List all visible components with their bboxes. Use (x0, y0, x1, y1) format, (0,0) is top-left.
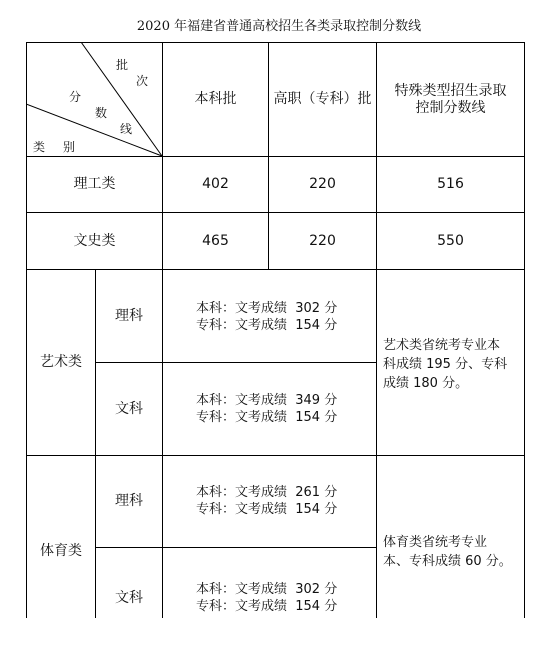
page-title: 2020 年福建省普通高校招生各类录取控制分数线 (136, 19, 422, 34)
art-note (383, 336, 523, 393)
corner-label-bie: 别 (63, 140, 76, 154)
wenshi-special-score: 550 (437, 232, 464, 249)
art-wenke-label: 文科 (115, 400, 143, 417)
wenshi-gaozhi-score: 220 (309, 232, 336, 249)
sport-wenke-line1: 本科：文考成绩 302 分 (196, 582, 338, 597)
sport-note-line1: 体育类省统考专业 (383, 535, 488, 550)
art-like-scores (196, 300, 337, 334)
table-border-right (524, 42, 525, 618)
corner-label-fen: 分 (69, 90, 82, 104)
ligong-special-score: 516 (437, 176, 464, 192)
header-benke: 本科批 (194, 91, 237, 107)
score-divider (162, 269, 163, 618)
ligong-benke-score: 402 (202, 176, 229, 192)
art-note-line3: 成绩 180 分。 (383, 376, 469, 391)
sport-like-line1: 本科：文考成绩 261 分 (196, 485, 338, 500)
sport-wenke-label: 文科 (115, 589, 143, 606)
sport-like-line2: 专科：文考成绩 154 分 (196, 502, 338, 517)
header-gaozhi: 高职（专科）批 (273, 91, 372, 107)
ligong-gaozhi-score: 220 (309, 176, 336, 192)
art-wenke-line2: 专科：文考成绩 154 分 (196, 410, 338, 425)
sport-note (383, 533, 523, 571)
sport-like-scores (196, 484, 337, 518)
art-note-line2: 科成绩 195 分、专科 (383, 357, 508, 372)
row-label-sport: 体育类 (40, 542, 82, 559)
corner-label-ci: 次 (136, 74, 149, 88)
art-like-label: 理科 (115, 307, 143, 324)
sport-note-line2: 本、专科成绩 60 分。 (383, 554, 512, 569)
row-label-art: 艺术类 (40, 354, 82, 370)
wenshi-benke-score: 465 (202, 232, 229, 249)
row-label-wenshi: 文史类 (73, 232, 116, 249)
art-note-line1: 艺术类省统考专业本 (383, 338, 501, 353)
corner-diagonals (26, 42, 163, 157)
header-special-line1: 特殊类型招生录取 (394, 82, 507, 99)
corner-label-shu: 数 (95, 106, 108, 120)
art-wenke-line1: 本科：文考成绩 349 分 (196, 393, 338, 408)
sport-like-label: 理科 (115, 493, 143, 509)
corner-label-xian: 线 (120, 122, 133, 136)
header-special-line2: 控制分数线 (415, 99, 486, 116)
header-special (377, 43, 524, 156)
corner-label-pi: 批 (116, 58, 129, 72)
art-like-line2: 专科：文考成绩 154 分 (196, 318, 338, 333)
art-wenke-scores (196, 392, 337, 426)
art-like-line1: 本科：文考成绩 302 分 (196, 301, 338, 316)
corner-label-lei: 类 (33, 140, 46, 154)
sport-wenke-scores (196, 581, 337, 615)
sport-wenke-line2: 专科：文考成绩 154 分 (196, 599, 338, 614)
row-label-ligong: 理工类 (73, 176, 116, 192)
